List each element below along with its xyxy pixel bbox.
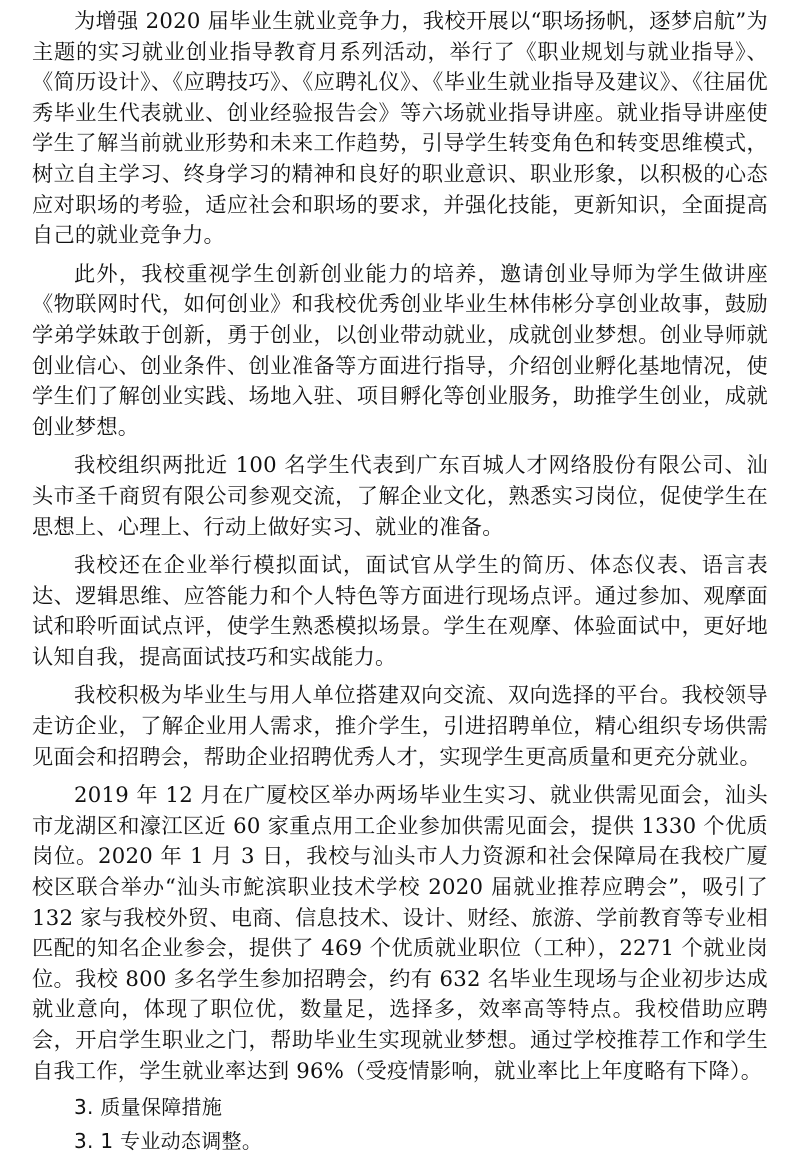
paragraph-exchange-platform: 我校积极为毕业生与用人单位搭建双向交流、双向选择的平台。我校领导走访企业，了解企业用人需求，推介学生，引进招聘单位，精心组织专场供需见面会和招聘会，帮助企业招聘优秀人才，实现学生更高质量和更充分就业。 xyxy=(32,682,768,769)
paragraph-employment-lectures: 为增强 2020 届毕业生就业竞争力，我校开展以“职场扬帆，逐梦启航”为主题的实习就业创业指导教育月系列活动，举行了《职业规划与就业指导》、《简历设计》、《应聘技巧》、《应聘礼仪》、《毕业生就业指导及建议》、《往届优秀毕业生代表就业、创业经验报告会》等六场就业指导讲座。就业指导讲座使学生了解当前就业形势和未来工作趋势，引导学生转变角色和转变思维模式，树立自主学习、终身学习的精神和良好的职业意识、职业形象，以积极的心态应对职场的考验，适应社会和职场的要求，并强化技能，更新知识，全面提高自己的就业竞争力。 xyxy=(32,8,768,248)
paragraph-mock-interviews: 我校还在企业举行模拟面试，面试官从学生的简历、体态仪表、语言表达、逻辑思维、应答能力和个人特色等方面进行现场点评。通过参加、观摩面试和聆听面试点评，使学生熟悉模拟场景。学生在观摩、体验面试中，更好地认知自我，提高面试技巧和实战能力。 xyxy=(32,552,768,669)
paragraph-job-fairs: 2019 年 12 月在广厦校区举办两场毕业生实习、就业供需见面会，汕头市龙湖区和濠江区近 60 家重点用工企业参加供需见面会，提供 1330 个优质岗位。2020 年 1 月 3 日，我校与汕头市人力资源和社会保障局在我校广厦校区联合举办“汕头市鮀滨职业技术学校 2020 届就业推荐应聘会”，吸引了 132 家与我校外贸、电商、信息技术、设计、财经、旅游、学前教育等专业相匹配的知名企业参会，提供了 469 个优质就业职位（工种），2271 个就业岗位。我校 800 多名学生参加招聘会，约有 632 名毕业生现场与企业初步达成就业意向，体现了职位优，数量足，选择多，效率高等特点。我校借助应聘会，开启学生职业之门，帮助毕业生实现就业梦想。通过学校推荐工作和学生自我工作，学生就业率达到 96%（受疫情影响，就业率比上年度略有下降）。 xyxy=(32,782,768,1083)
paragraph-entrepreneurship: 此外，我校重视学生创新创业能力的培养，邀请创业导师为学生做讲座《物联网时代，如何创业》和我校优秀创业毕业生林伟彬分享创业故事，鼓励学弟学妹敢于创新，勇于创业，以创业带动就业，成就创业梦想。创业导师就创业信心、创业条件、创业准备等方面进行指导，介绍创业孵化基地情况，使学生们了解创业实践、场地入驻、项目孵化等创业服务，助推学生创业，成就创业梦想。 xyxy=(32,260,768,439)
subsection-heading-program-adjustment: 3. 1 专业动态调整。 xyxy=(74,1128,263,1153)
paragraph-company-visits: 我校组织两批近 100 名学生代表到广东百城人才网络股份有限公司、汕头市圣千商贸有限公司参观交流，了解企业文化，熟悉实习岗位，促使学生在思想上、心理上、行动上做好实习、就业的准备。 xyxy=(32,452,768,539)
section-heading-quality-assurance: 3. 质量保障措施 xyxy=(74,1095,223,1120)
